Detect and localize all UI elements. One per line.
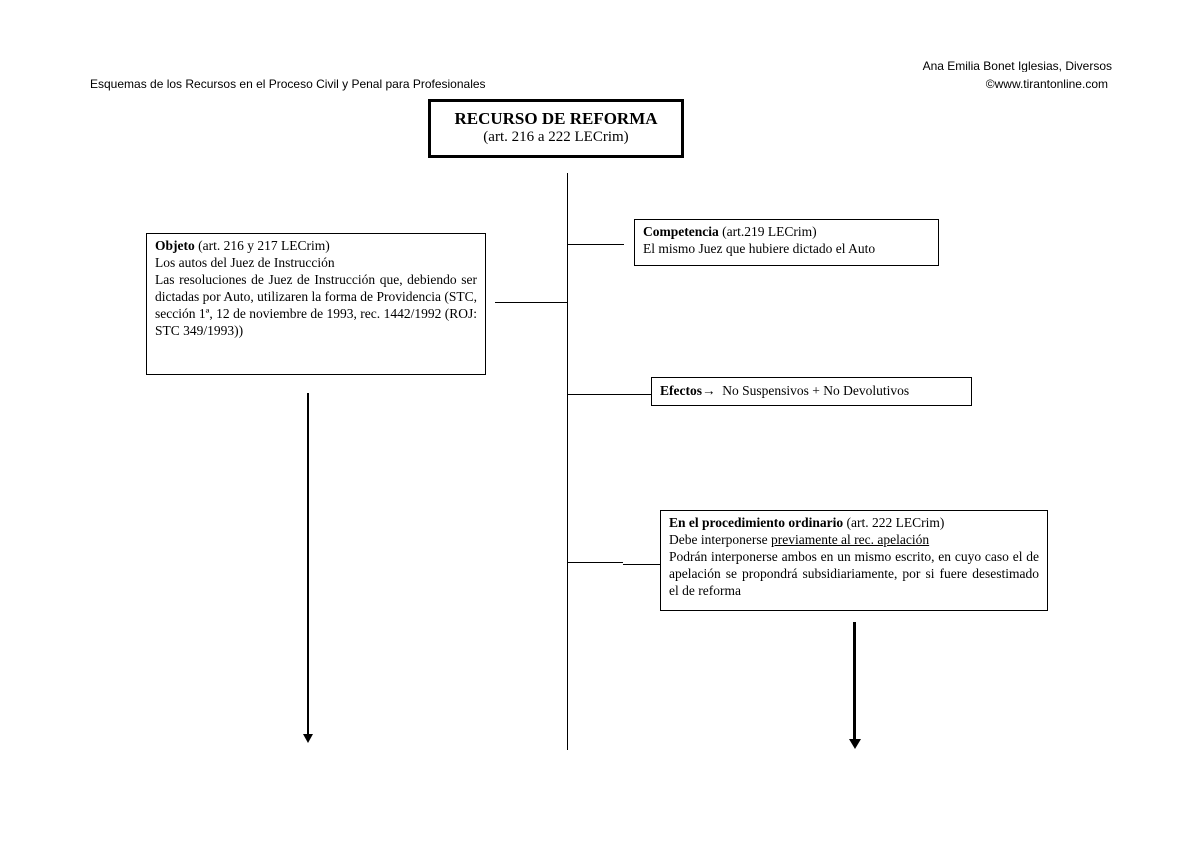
header-author-text: Ana Emilia Bonet Iglesias, Diversos: [922, 59, 1112, 72]
procedimiento-connector-b: [623, 564, 660, 565]
competencia-ref: (art.219 LECrim): [718, 224, 817, 239]
main-spine-line: [567, 173, 568, 750]
objeto-ref: (art. 216 y 217 LECrim): [194, 238, 330, 253]
procedimiento-heading-line: [669, 514, 1039, 531]
header-right-text: ©www.tirantonline.com: [985, 77, 1108, 91]
procedimiento-connector-a: [567, 562, 623, 563]
procedimiento-arrow-head: [849, 739, 861, 749]
procedimiento-line1: [669, 531, 1039, 548]
objeto-line1: Los autos del Juez de Instrucción: [155, 255, 335, 270]
efectos-arrow: →: [701, 383, 716, 398]
competencia-box: [634, 219, 939, 266]
title-box: [428, 99, 684, 158]
procedimiento-line1-underlined: previamente al rec. apelación: [770, 532, 930, 547]
efectos-text: No Suspensivos + No Devolutivos: [715, 383, 910, 398]
objeto-line2: Las resoluciones de Juez de Instrucción que, debiendo ser dictadas por Auto, utilizaren la forma de Providencia (STC, sección 1ª, 12 de noviembre de 1993, rec. 1442/1992 (ROJ: STC 349/1993)): [155, 272, 477, 338]
objeto-arrow-head: [303, 734, 313, 743]
objeto-box: [146, 233, 486, 375]
title-sub: (art. 216 a 222 LECrim): [483, 129, 629, 145]
objeto-arrow-shaft: [307, 393, 309, 734]
efectos-connector: [567, 394, 651, 395]
efectos-box: [651, 377, 972, 406]
competencia-connector: [567, 244, 624, 245]
procedimiento-line2: Podrán interponerse ambos en un mismo escrito, en cuyo caso el de apelación se propondrá subsidiariamente, por si fuere desestimado el de reforma: [669, 549, 1039, 598]
objeto-heading-line: [155, 237, 477, 254]
procedimiento-line1-prefix: Debe interponerse: [669, 532, 771, 547]
competencia-line1: El mismo Juez que hubiere dictado el Auto: [643, 241, 876, 256]
header-left-text: Esquemas de los Recursos en el Proceso Civil y Penal para Profesionales: [90, 77, 486, 91]
objeto-connector: [495, 302, 568, 303]
competencia-heading: Competencia: [643, 224, 719, 239]
procedimiento-heading: En el procedimiento ordinario: [669, 515, 844, 530]
objeto-heading: Objeto: [155, 238, 195, 253]
procedimiento-arrow-shaft: [853, 622, 856, 739]
efectos-heading: Efectos: [660, 383, 702, 398]
procedimiento-ref: (art. 222 LECrim): [843, 515, 945, 530]
procedimiento-box: [660, 510, 1048, 611]
header-author-clipped: [872, 56, 1112, 72]
competencia-heading-line: [643, 223, 930, 240]
title-main: RECURSO DE REFORMA: [454, 109, 658, 128]
